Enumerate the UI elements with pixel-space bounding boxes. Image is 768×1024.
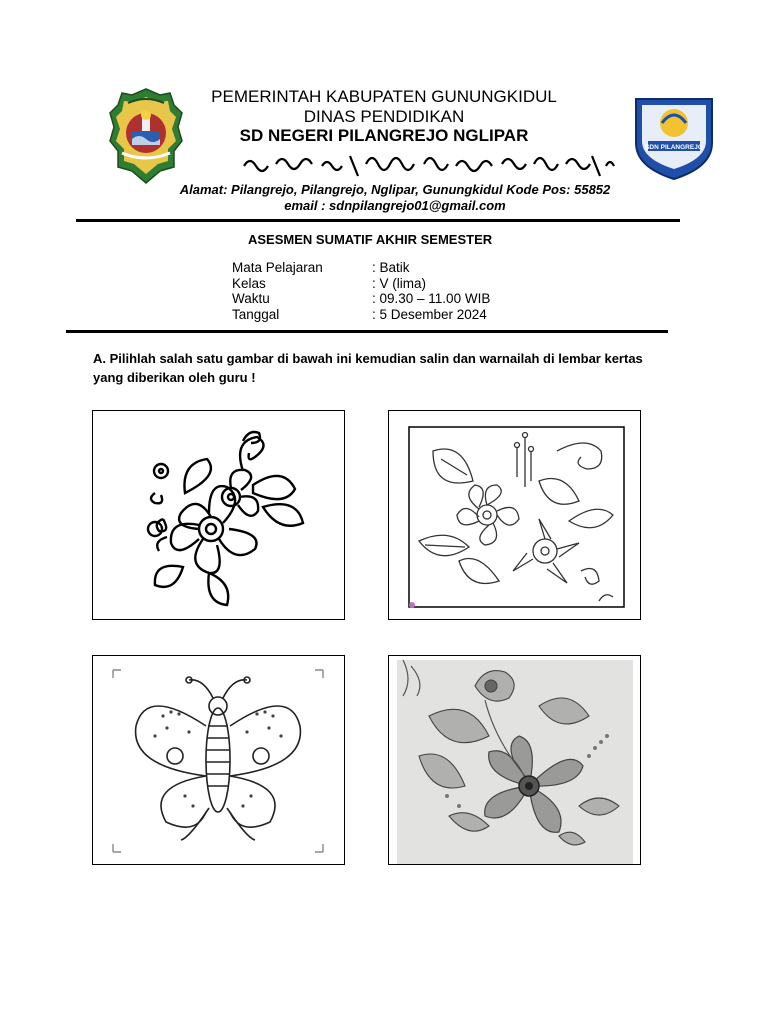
batik-pattern-option-2[interactable] [388,410,641,620]
javanese-script-line [240,148,620,180]
info-label: Tanggal [232,307,280,322]
batik-pattern-option-4[interactable] [388,655,641,865]
exam-title: ASESMEN SUMATIF AKHIR SEMESTER [248,232,493,247]
butterfly-line-art-image [93,656,344,864]
header-school-name: SD NEGERI PILANGREJO NGLIPAR [239,126,529,145]
header-address: Alamat: Pilangrejo, Pilangrejo, Nglipar, Gunungkidul Kode Pos: 55852 [179,182,611,197]
info-value: : Batik [372,260,410,275]
batik-pattern-option-1[interactable] [92,410,345,620]
pencil-flower-sketch-image [389,656,640,864]
info-value: : 09.30 – 11.00 WIB [372,291,491,306]
header-department: DINAS PENDIDIKAN [303,107,465,126]
info-divider [66,330,668,333]
instruction-text: A. Pilihlah salah satu gambar di bawah ini kemudian salin dan warnailah di lembar kertas yang diberikan oleh guru ! [93,351,643,385]
info-label: Waktu [232,291,270,306]
floral-coloring-image [389,411,640,619]
header-email: email : sdnpilangrejo01@gmail.com [284,198,506,213]
batik-pattern-option-3[interactable] [92,655,345,865]
info-label: Kelas [232,276,266,291]
header-divider [76,219,680,222]
shield-logo-text: SDN PILANGREJO [645,144,703,151]
info-value: : 5 Desember 2024 [372,307,487,322]
info-value: : V (lima) [372,276,426,291]
header-government: PEMERINTAH KABUPATEN GUNUNGKIDUL [211,87,557,106]
info-label: Mata Pelajaran [232,260,323,275]
flower-line-art-image [93,411,344,619]
